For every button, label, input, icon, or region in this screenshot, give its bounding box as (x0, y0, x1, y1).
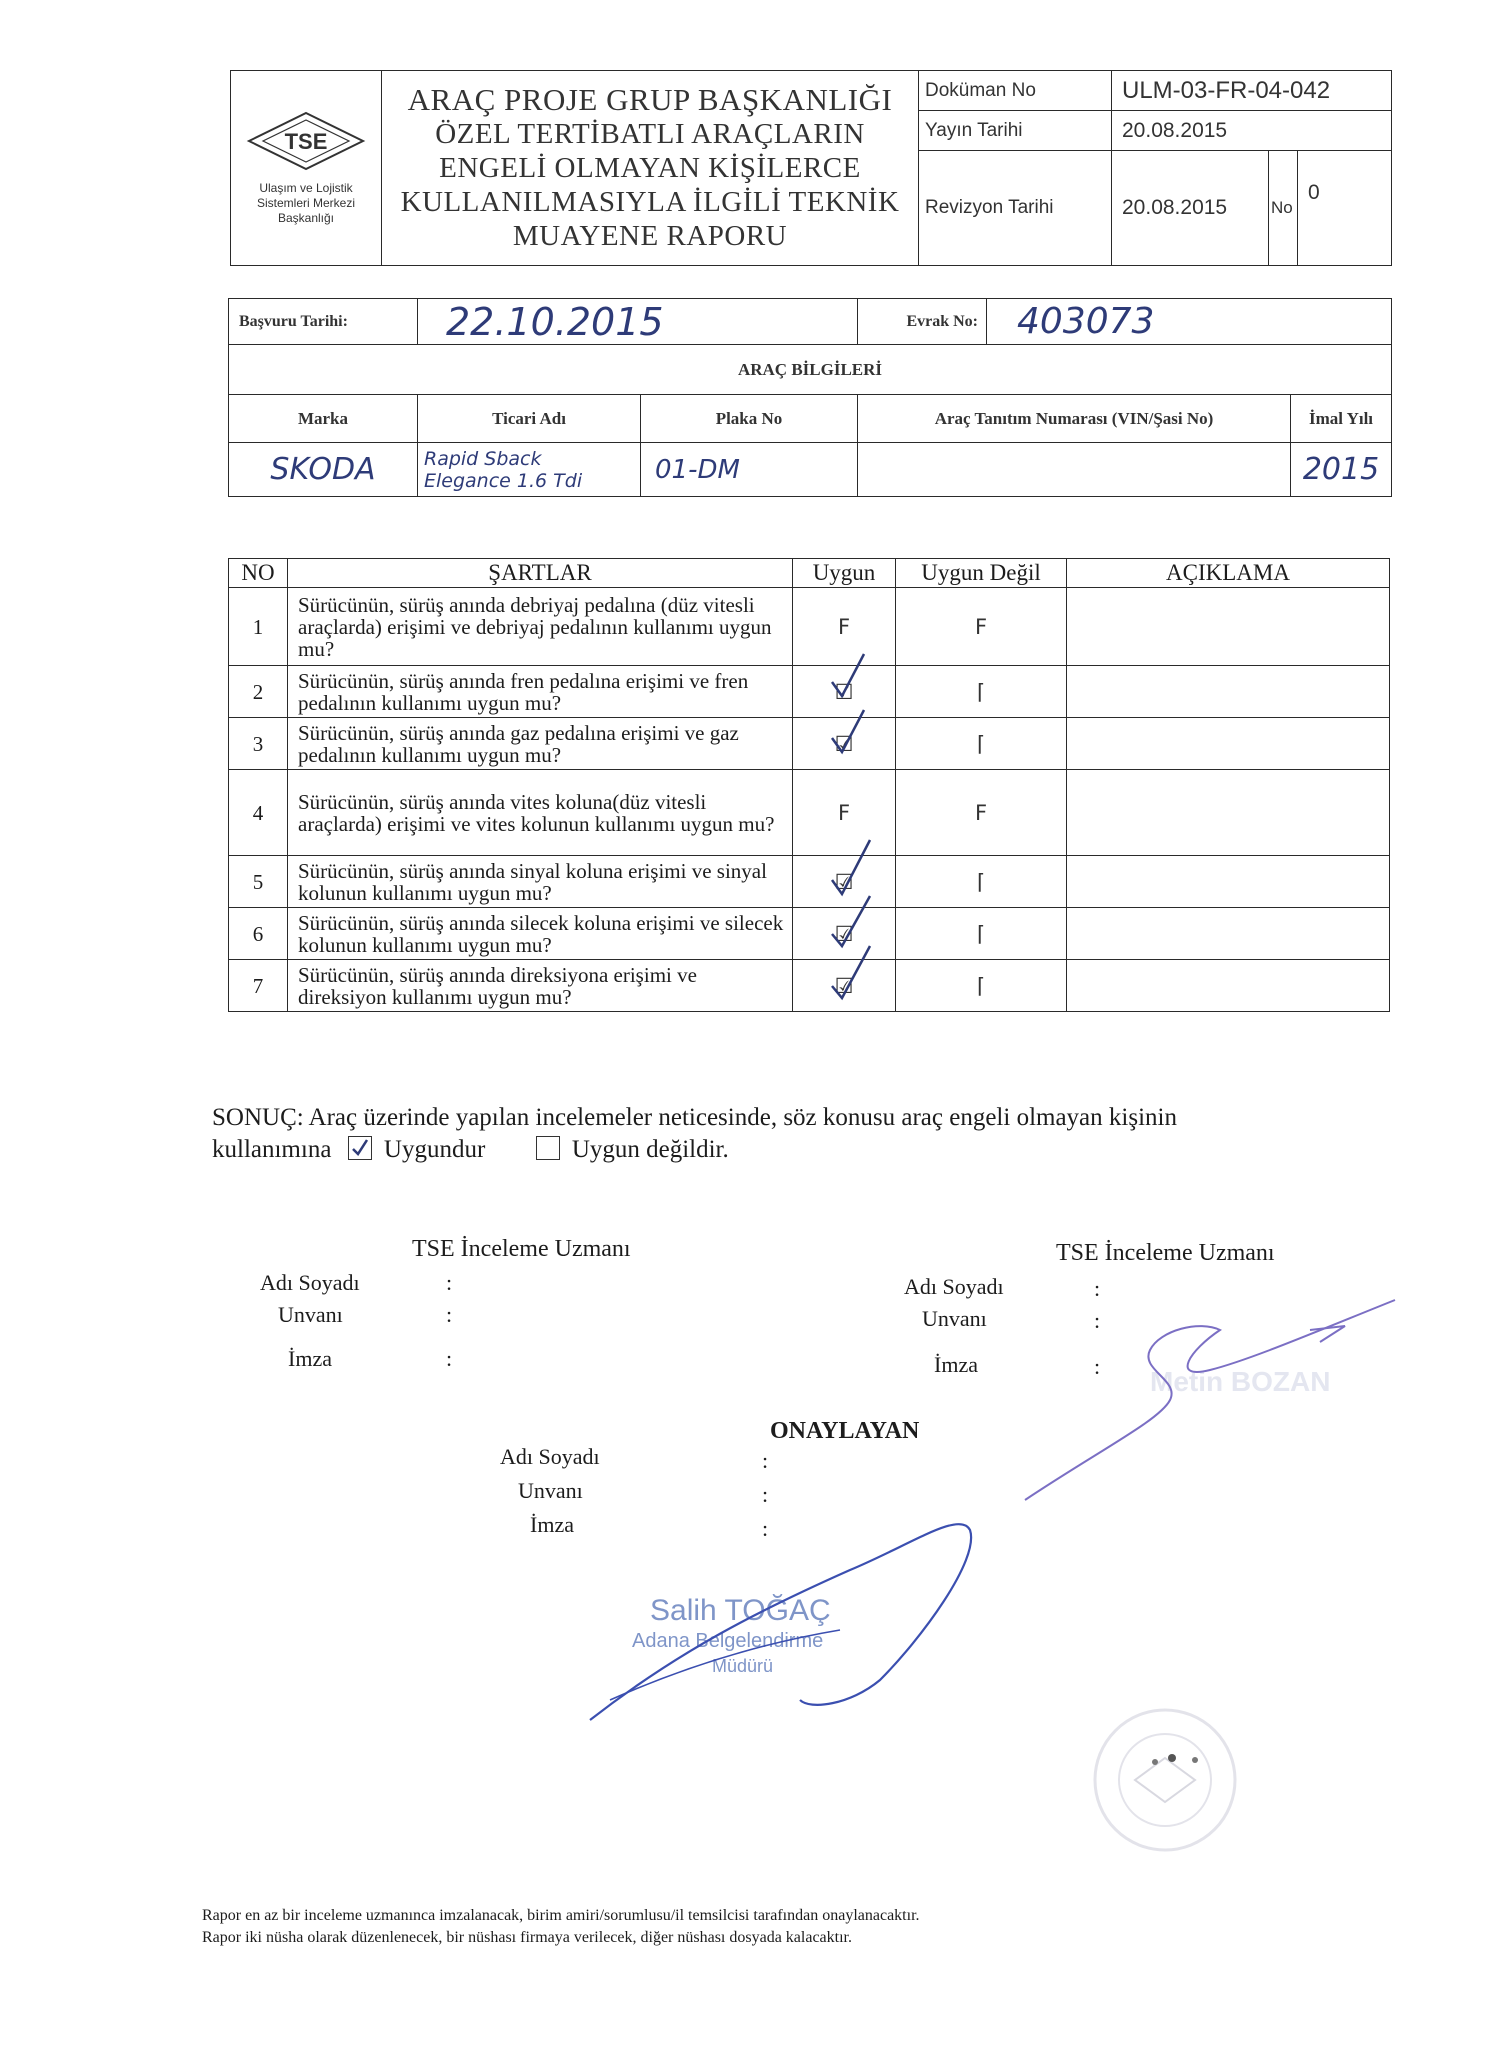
table-row (229, 770, 1390, 856)
evrak-no-label: Evrak No: (858, 299, 987, 345)
report-title-4: MUAYENE RAPORU (512, 220, 788, 252)
col-uygun-degil: Uygun Değil (896, 559, 1067, 588)
col-yil: İmal Yılı (1291, 395, 1392, 443)
footer-note-1: Rapor en az bir inceleme uzmanınca imzalanacak, birim amiri/sorumlusu/il temsilcisi tarafından onaylanacaktır. (202, 1907, 920, 1924)
group-title: ARAÇ PROJE GRUP BAŞKANLIĞI (407, 82, 893, 117)
approver-title: ONAYLAYAN (770, 1418, 920, 1444)
uygun-checkbox[interactable]: ☑ (793, 856, 896, 908)
title-cell (382, 71, 919, 266)
evrak-no-value: 403073 (1017, 301, 1155, 342)
uygun-degildir-label: Uygun değildir. (571, 1136, 729, 1163)
table-row (229, 588, 1390, 666)
row-text: Sürücünün, sürüş anında direksiyona erişimi ve direksiyon kullanımı uygun mu? (288, 960, 793, 1012)
uygun-checkbox[interactable]: ☑ (793, 718, 896, 770)
report-title-3: KULLANILMASIYLA İLGİLİ TEKNİK (400, 186, 900, 218)
row-no: 4 (229, 770, 288, 856)
row-text: Sürücünün, sürüş anında fren pedalına erişimi ve fren pedalının kullanımı uygun mu? (288, 666, 793, 718)
stamp-role: Müdürü (712, 1656, 774, 1676)
rev-date-label: Revizyon Tarihi (919, 151, 1112, 266)
row-aciklama (1067, 718, 1390, 770)
result-text: SONUÇ: Araç üzerinde yapılan incelemeler neticesinde, söz konusu araç engeli olmayan kişinin (212, 1104, 1177, 1131)
uygun-degil-checkbox[interactable]: ⌈ (896, 908, 1067, 960)
row-text: Sürücünün, sürüş anında debriyaj pedalına (düz vitesli araçlarda) erişimi ve debriyaj pedalının kullanımı uygun mu? (288, 588, 793, 666)
footer-note-2: Rapor iki nüsha olarak düzenlenecek, bir nüshası firmaya verilecek, diğer nüshası dosyada kalacaktır. (202, 1929, 852, 1946)
result-section (212, 1102, 1332, 1166)
expert-title-left: TSE İnceleme Uzmanı (412, 1236, 631, 1262)
col-ticari: Ticari Adı (418, 395, 641, 443)
right-title-label: Unvanı (922, 1306, 987, 1331)
application-date-value: 22.10.2015 (446, 299, 664, 344)
col-marka: Marka (229, 395, 418, 443)
vehicle-info-table (228, 298, 1392, 497)
row-aciklama (1067, 960, 1390, 1012)
uygundur-checkbox[interactable] (348, 1136, 372, 1160)
approver-sign-label: İmza (530, 1512, 574, 1537)
rev-no-label: No (1269, 151, 1298, 266)
row-no: 7 (229, 960, 288, 1012)
left-title-colon: : (446, 1302, 453, 1327)
header-table (230, 70, 1392, 266)
col-uygun: Uygun (793, 559, 896, 588)
left-sign-label: İmza (288, 1346, 332, 1371)
doc-no-label: Doküman No (919, 71, 1112, 111)
uygun-checkbox[interactable]: F (793, 588, 896, 666)
logo-cell (231, 71, 382, 266)
table-row (229, 856, 1390, 908)
expert-title-right: TSE İnceleme Uzmanı (1056, 1240, 1275, 1266)
vin-cell (858, 443, 1291, 497)
result-options (212, 1134, 1332, 1166)
row-text: Sürücünün, sürüş anında gaz pedalına erişimi ve gaz pedalının kullanımı uygun mu? (288, 718, 793, 770)
plaka-value: 01-DM (655, 454, 740, 485)
application-date-cell (418, 299, 858, 345)
row-aciklama (1067, 908, 1390, 960)
result-prefix: kullanımına (212, 1136, 332, 1163)
doc-no-value: ULM-03-FR-04-042 (1112, 71, 1392, 111)
row-aciklama (1067, 856, 1390, 908)
right-sign-colon: : (1094, 1354, 1101, 1379)
uygundur-label: Uygundur (383, 1136, 486, 1163)
pub-date-label: Yayın Tarihi (919, 111, 1112, 151)
rev-no-value: 0 (1298, 151, 1392, 266)
plaka-cell (641, 443, 858, 497)
uygun-checkbox[interactable]: ☑ (793, 908, 896, 960)
approver-title-colon: : (762, 1482, 769, 1507)
right-sign-label: İmza (934, 1352, 978, 1377)
logo-text: TSE (284, 129, 328, 154)
uygun-degil-checkbox[interactable]: ⌈ (896, 666, 1067, 718)
uygun-degil-checkbox[interactable]: ⌈ (896, 718, 1067, 770)
uygun-degil-checkbox[interactable]: F (896, 588, 1067, 666)
table-row (229, 718, 1390, 770)
row-no: 6 (229, 908, 288, 960)
yil-cell (1291, 443, 1392, 497)
row-text: Sürücünün, sürüş anında sinyal koluna erişimi ve sinyal kolunun kullanımı uygun mu? (288, 856, 793, 908)
evrak-no-cell (987, 299, 1392, 345)
report-title-2: ENGELİ OLMAYAN KİŞİLERCE (439, 152, 861, 184)
rev-date-value: 20.08.2015 (1112, 151, 1269, 266)
uygun-degildir-checkbox[interactable] (536, 1136, 560, 1160)
marka-cell (229, 443, 418, 497)
approver-name-label: Adı Soyadı (500, 1444, 600, 1469)
conditions-table (228, 558, 1390, 1012)
uygun-degil-checkbox[interactable]: ⌈ (896, 856, 1067, 908)
table-row (229, 666, 1390, 718)
expert-signature-icon (1020, 1290, 1420, 1520)
row-aciklama (1067, 588, 1390, 666)
row-no: 1 (229, 588, 288, 666)
uygun-checkbox[interactable]: F (793, 770, 896, 856)
left-name-colon: : (446, 1270, 453, 1295)
right-title-colon: : (1094, 1308, 1101, 1333)
check-icon (349, 1137, 371, 1159)
report-title-1: ÖZEL TERTİBATLI ARAÇLARIN (435, 118, 865, 150)
marka-value: SKODA (270, 452, 376, 487)
table-row (229, 908, 1390, 960)
tse-logo-icon (246, 110, 366, 172)
right-name-colon: : (1094, 1276, 1101, 1301)
col-aciklama: AÇIKLAMA (1067, 559, 1390, 588)
uygun-degil-checkbox[interactable]: ⌈ (896, 960, 1067, 1012)
logo-caption-3: Başkanlığı (277, 211, 335, 225)
row-no: 2 (229, 666, 288, 718)
approver-name-colon: : (762, 1448, 769, 1473)
logo-caption-1: Ulaşım ve Lojistik (259, 181, 353, 195)
row-no: 3 (229, 718, 288, 770)
uygun-checkbox[interactable]: ☑ (793, 666, 896, 718)
approver-signature-icon (580, 1500, 1000, 1740)
left-name-label: Adı Soyadı (260, 1270, 360, 1295)
logo-caption-2: Sistemleri Merkezi (256, 196, 355, 210)
vehicle-section-title: ARAÇ BİLGİLERİ (229, 345, 1392, 395)
approver-title-label: Unvanı (518, 1478, 583, 1503)
faint-stamp-name: Metin BOZAN (1150, 1366, 1331, 1397)
table-row (229, 960, 1390, 1012)
row-aciklama (1067, 666, 1390, 718)
stamp-unit: Adana Belgelendirme (632, 1630, 824, 1652)
check-marks-icon (820, 640, 920, 1040)
row-text: Sürücünün, sürüş anında vites koluna(düz vitesli araçlarda) erişimi ve vites kolunun kullanımı uygun mu? (288, 770, 793, 856)
stamp-name: Salih TOĞAÇ (650, 1594, 831, 1627)
row-no: 5 (229, 856, 288, 908)
col-plaka: Plaka No (641, 395, 858, 443)
right-name-label: Adı Soyadı (904, 1274, 1004, 1299)
uygun-degil-checkbox[interactable]: F (896, 770, 1067, 856)
left-sign-colon: : (446, 1346, 453, 1371)
row-text: Sürücünün, sürüş anında silecek koluna erişimi ve silecek kolunun kullanımı uygun mu? (288, 908, 793, 960)
col-sartlar: ŞARTLAR (288, 559, 793, 588)
row-aciklama (1067, 770, 1390, 856)
approver-sign-colon: : (762, 1516, 769, 1541)
ticari-cell (418, 443, 641, 497)
application-date-label: Başvuru Tarihi: (229, 299, 418, 345)
left-title-label: Unvanı (278, 1302, 343, 1327)
ticari-value: Rapid Sback Elegance 1.6 Tdi (424, 447, 583, 492)
seal-icon (1070, 1700, 1260, 1860)
yil-value: 2015 (1302, 452, 1380, 487)
pub-date-value: 20.08.2015 (1112, 111, 1392, 151)
uygun-checkbox[interactable]: ☑ (793, 960, 896, 1012)
col-vin: Araç Tanıtım Numarası (VIN/Şasi No) (858, 395, 1291, 443)
col-no: NO (229, 559, 288, 588)
